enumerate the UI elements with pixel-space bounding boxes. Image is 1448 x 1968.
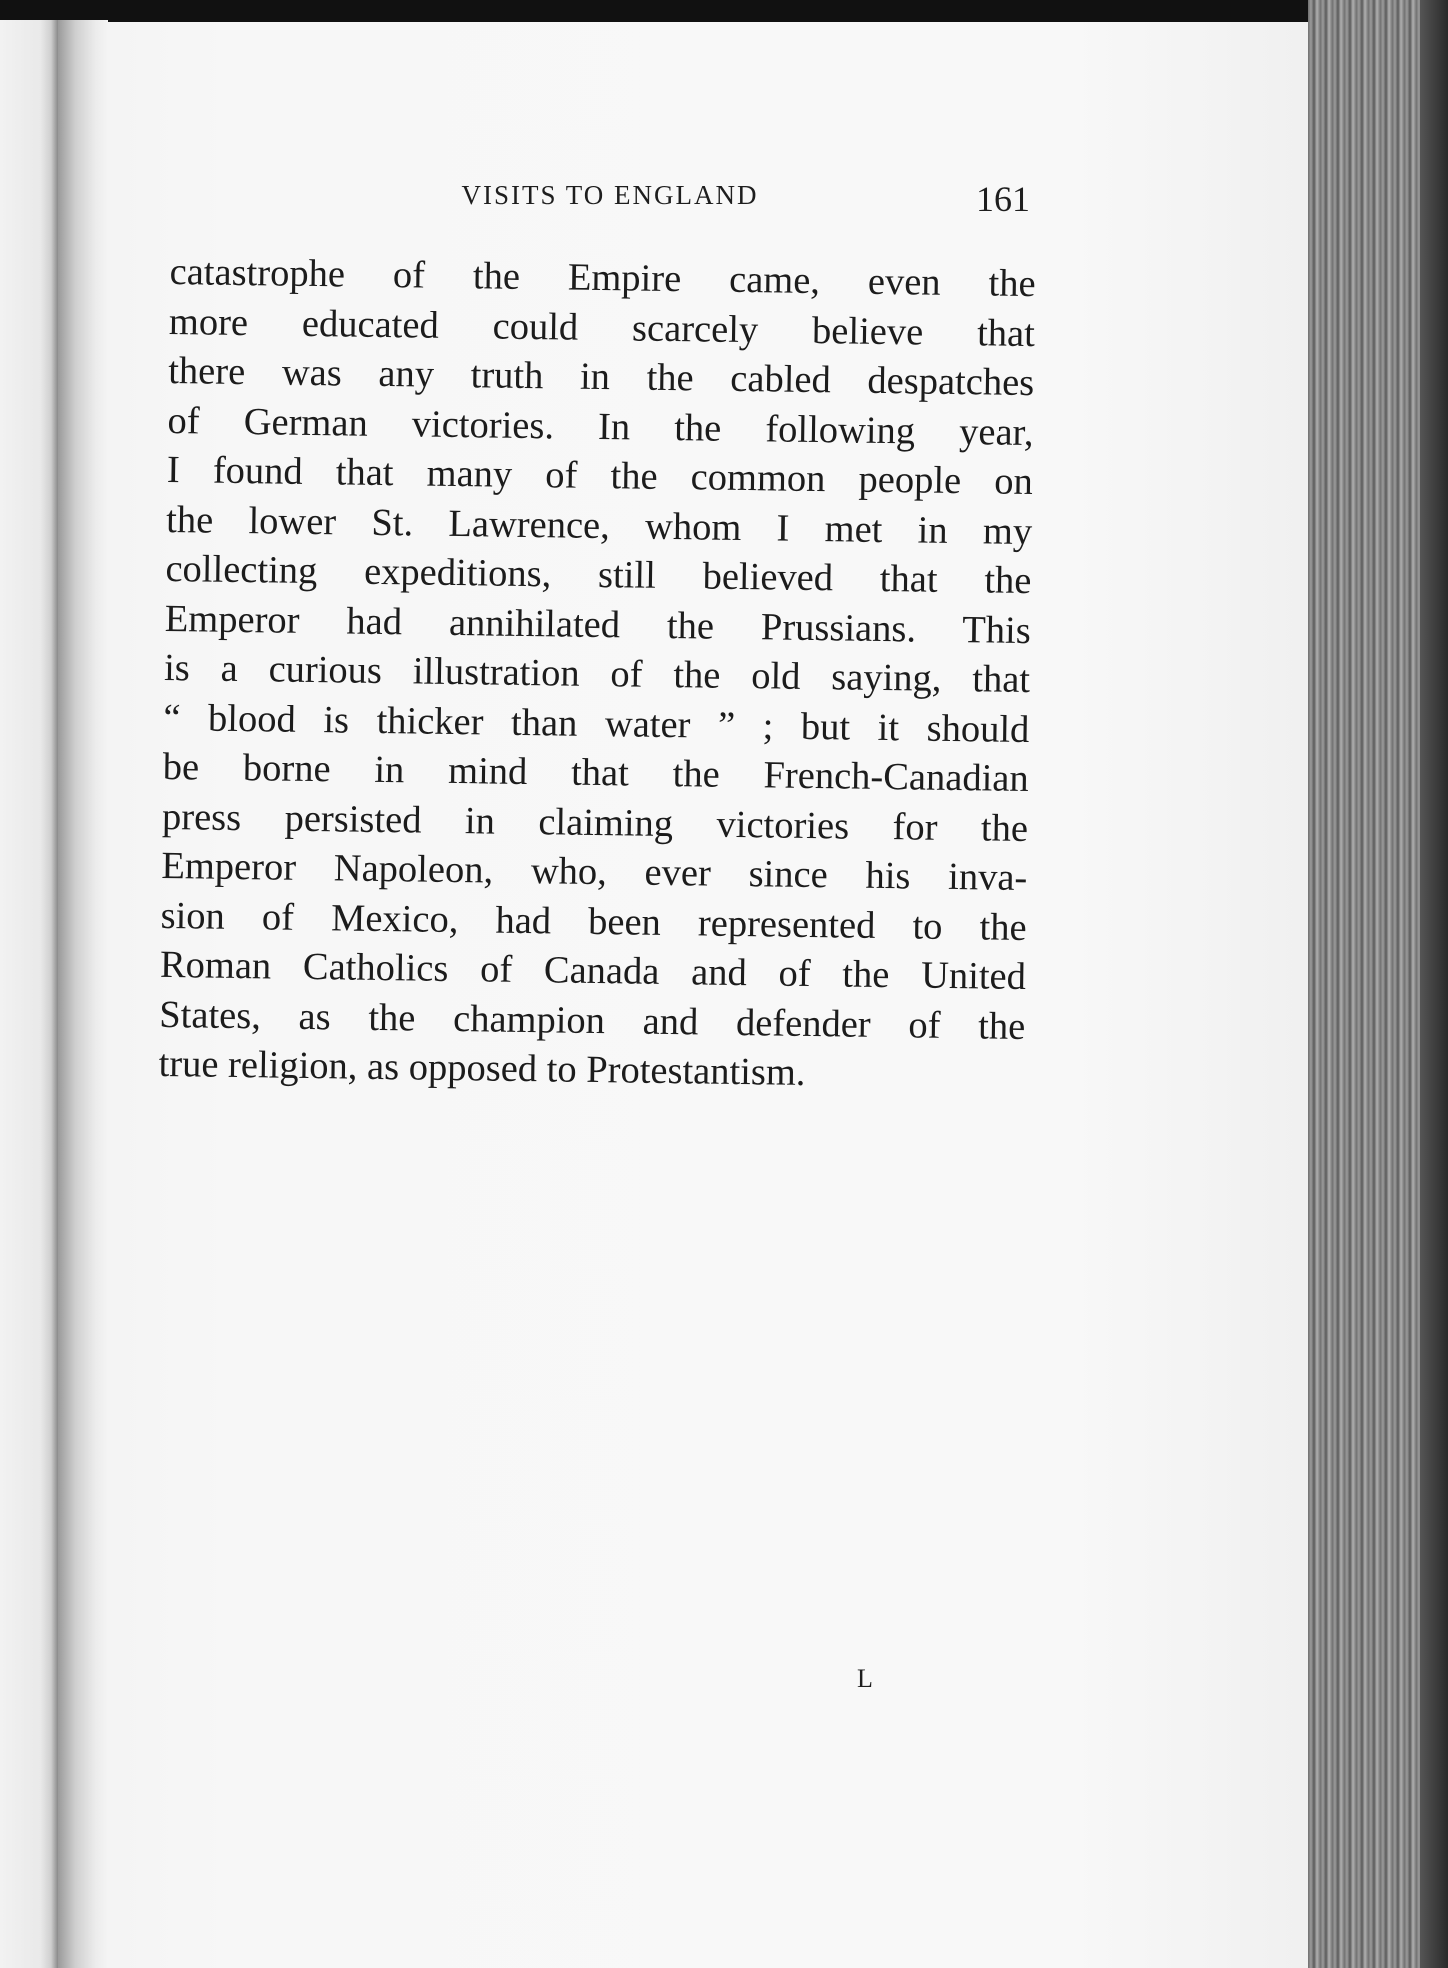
text-line: collecting expeditions, still believed that the	[165, 547, 1032, 603]
text-line: true religion, as opposed to Protestantism.	[158, 1042, 806, 1094]
signature-mark: L	[857, 1664, 873, 1693]
text-line: press persisted in claiming victories for the	[161, 795, 1029, 850]
text-line: the lower St. Lawrence, whom I met in my	[165, 498, 1033, 553]
text-line: be borne in mind that the French-Canadian	[162, 745, 1029, 801]
text-line: of German victories. In the following year,	[167, 399, 1034, 454]
text-line: more educated could scarcely believe that	[168, 300, 1036, 355]
body-text	[158, 248, 1036, 1102]
text-line: States, as the champion and defender of the	[159, 993, 1026, 1048]
running-head: VISITS TO ENGLAND	[461, 180, 759, 210]
text-line: “ blood is thicker than water ” ; but it should	[163, 696, 1030, 751]
text-line: Roman Catholics of Canada and of the United	[159, 943, 1027, 999]
text-line: Emperor Napoleon, who, ever since his inva-	[161, 844, 1028, 900]
text-line: I found that many of the common people on	[166, 448, 1034, 504]
left-page-edge	[0, 20, 58, 1968]
text-line: Emperor had annihilated the Prussians. This	[164, 597, 1032, 652]
page-number: 161	[976, 179, 1030, 219]
gutter-shadow	[58, 20, 108, 1968]
text-line: is a curious illustration of the old saying, that	[163, 646, 1031, 702]
text-line: there was any truth in the cabled despatches	[167, 349, 1035, 405]
text-line: catastrophe of the Empire came, even the	[169, 250, 1036, 306]
fore-edge-shadow	[1420, 0, 1448, 1968]
text-line: sion of Mexico, had been represented to the	[160, 894, 1027, 949]
